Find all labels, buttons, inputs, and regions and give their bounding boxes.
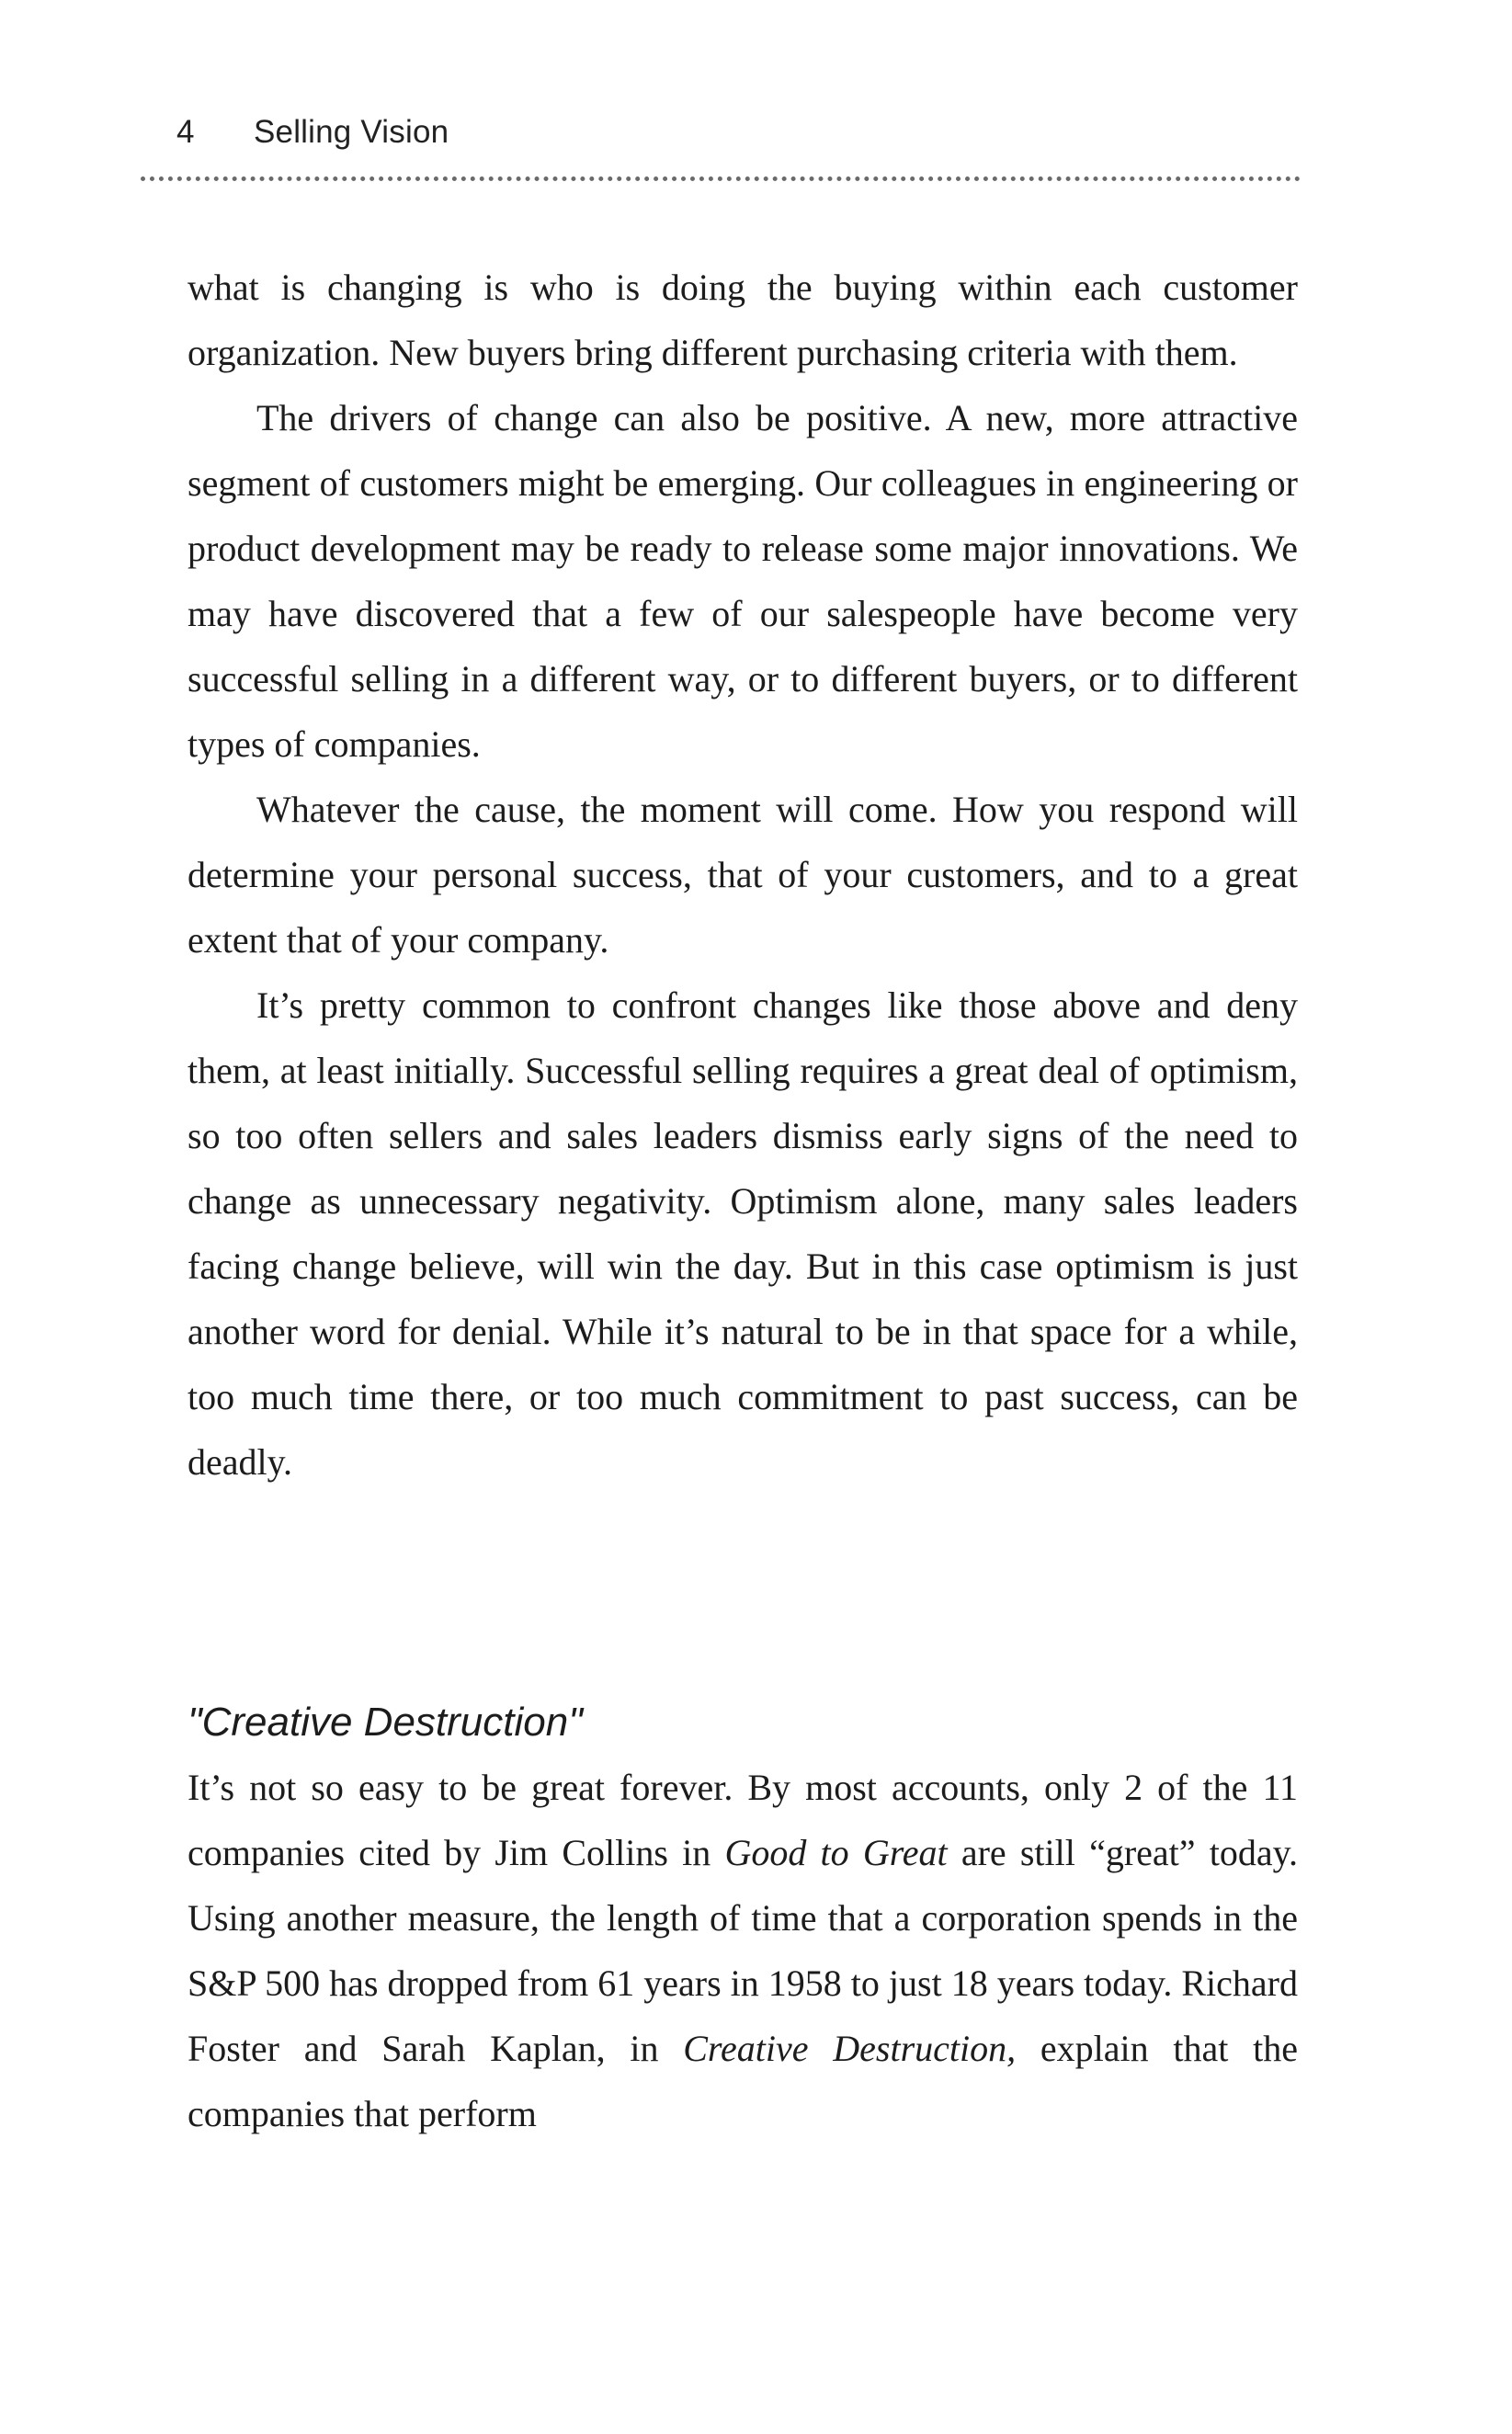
book-title-creative-destruction: Creative Destruction, [683, 2028, 1017, 2069]
running-title: Selling Vision [254, 114, 449, 150]
section-heading: "Creative Destruction" [188, 1700, 583, 1745]
section-creative-destruction [188, 1691, 1298, 2146]
paragraph: The drivers of change can also be positive. A new, more attractive segment of customers might be emerging. Our colleagues in engineering or product development may be ready to release some major innovations. We may have discovered that a few of our salespeople have become very successful selling in a different way, or to different buyers, or to different types of companies. [188, 397, 1298, 765]
paragraph: what is changing is who is doing the buying within each customer organization. New buyers bring different purchasing criteria with them. [188, 267, 1298, 373]
header-dotted-rule [141, 176, 1301, 181]
text-run: It’s not so easy to be great forever. By most accounts, only 2 of the 11 companies cited by Jim Collins in [188, 1767, 1298, 1873]
paragraph [188, 1755, 1298, 2146]
section-body [188, 1755, 1298, 2146]
book-title-good-to-great: Good to Great [724, 1832, 948, 1873]
text-run: explain that the companies that perform [188, 2028, 1298, 2134]
paragraph: It’s pretty common to confront changes like those above and deny them, at least initially. Successful selling requires a great deal of optimism, so too often sellers and sales leaders dismiss early signs of the need to change as unnecessary negativity. Optimism alone, many sales leaders facing change believe, will win the day. But in this case optimism is just another word for denial. While it’s natural to be in that space for a while, too much time there, or too much commitment to past success, can be deadly. [188, 984, 1298, 1483]
page-number: 4 [176, 114, 195, 150]
paragraph: Whatever the cause, the moment will come. How you respond will determine your personal success, that of your customers, and to a great extent that of your company. [188, 789, 1298, 961]
body-text [188, 255, 1298, 1495]
running-header [176, 114, 449, 151]
text-run: are still “great” today. Using another measure, the length of time that a corporation spends in the S&P 500 has dropped from 61 years in 1958 to just 18 years today. Richard Foster and Sarah Kaplan, in [188, 1832, 1298, 2069]
